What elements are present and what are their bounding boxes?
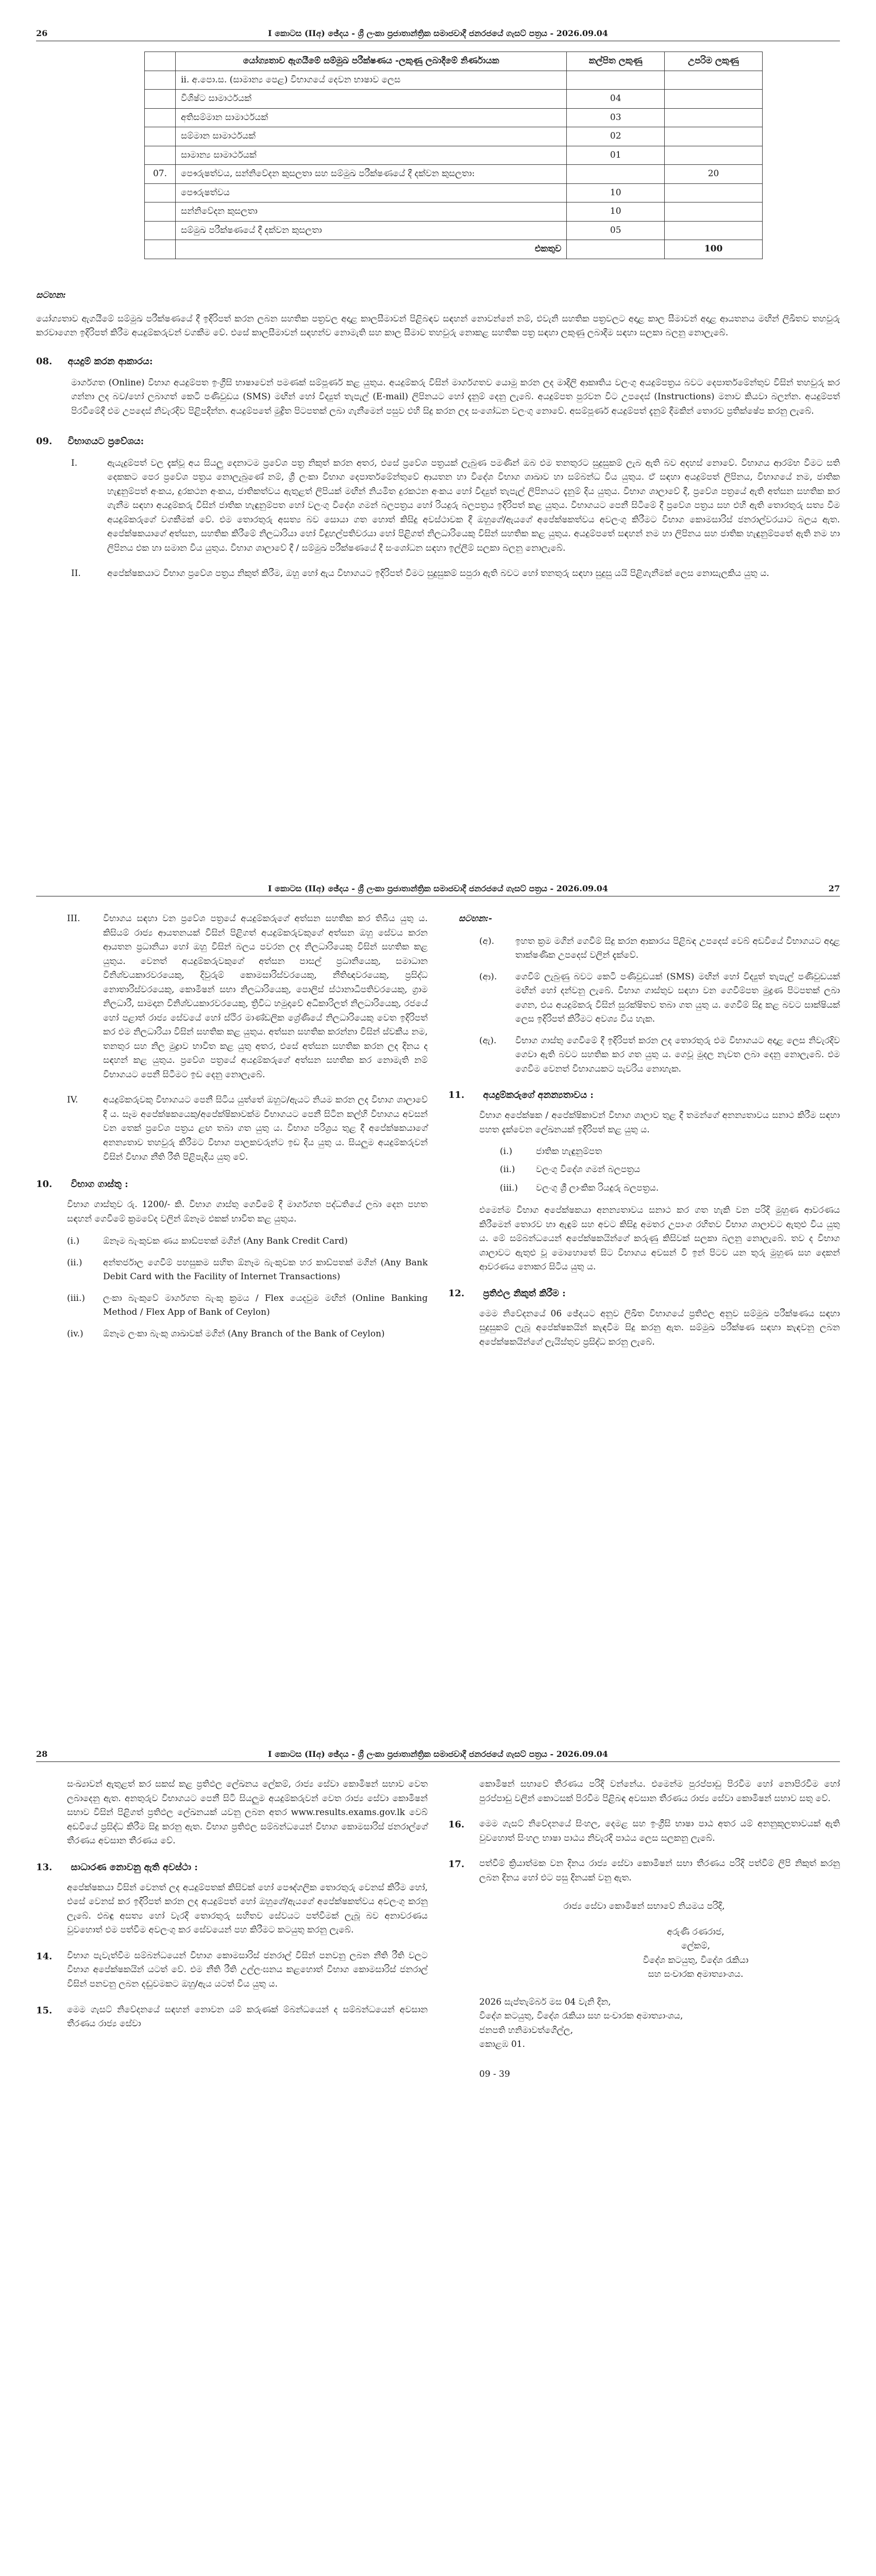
row-number <box>145 202 176 222</box>
table-row <box>145 90 763 109</box>
row-max-marks: 20 <box>665 165 763 184</box>
table-row <box>145 165 763 184</box>
table-row <box>145 221 763 240</box>
id-document-item <box>500 1145 840 1159</box>
section-text: මෙම ගැසට් නිවේදනයේ සඳහන් නොවන යම් කරුණක් ම්බන්ධයෙන් ද සම්බන්ධයෙන් අවසාන තීරණය රාජ්‍ය සේවා <box>67 2004 428 2029</box>
item-text: වලංගු විදේශ ගමන් බලපත්‍රය <box>536 1164 641 1175</box>
row-number <box>145 127 176 146</box>
row-allocated-marks: 01 <box>567 146 665 165</box>
note-item <box>479 1034 840 1077</box>
item-label: (ii.) <box>500 1164 515 1175</box>
section-number: 10. <box>36 1179 53 1190</box>
section-number: 13. <box>36 1861 53 1873</box>
section-title: විභාග ගාස්තු : <box>71 1179 128 1190</box>
payment-methods-list <box>36 1234 428 1341</box>
left-column <box>36 1777 428 2031</box>
item-text: ඕනෑම බැංකුවක ණය කාඩ්පතක් මගින් (Any Bank Credit Card) <box>103 1236 348 1247</box>
list-item <box>67 1093 428 1164</box>
id-document-item <box>500 1163 840 1177</box>
page-header-title: I කොටස (IIඅ) ඡේදය - ශ්‍රී ලංකා ප්‍රජාතාන්ත්‍රික සමාජවාදී ජනරජයේ ගැසට් පත්‍රය - 2026.09.04 <box>268 28 608 38</box>
row-number <box>145 71 176 90</box>
section-number: 14. <box>36 1951 53 1962</box>
item-label: (ඇ). <box>479 1035 497 1046</box>
row-max-marks <box>665 183 763 202</box>
note-item <box>479 970 840 1027</box>
row-number <box>145 183 176 202</box>
row-number <box>145 90 176 109</box>
item-text: අන්තර්ජාල ගෙවීම් පහසුකම සහිත ඕනෑම බැංකුවක හර කාඩ්පතක් මගින් (Any Bank Debit Card with the Facility of Internet Transactions) <box>103 1257 428 1282</box>
row-number <box>145 108 176 127</box>
order-line: රාජ්‍ය සේවා කොමිෂන් සභාවේ නියමය පරිදි, <box>563 1901 725 1912</box>
reference-number: 09 - 39 <box>479 2069 510 2079</box>
table-row <box>145 146 763 165</box>
total-value: 100 <box>665 240 763 259</box>
item-text: ඉහත ක්‍රම මගින් ගෙවීම් සිදු කරන ආකාරය පිළිබඳ උපදෙස් වෙබ් අඩවියේ විභාගයට අදාළ තාක්ෂණික උපදෙස් වලින් දැක්වේ. <box>515 936 840 961</box>
marks-table <box>144 52 763 259</box>
note-item <box>479 935 840 963</box>
col-subject-header: යෝග්‍යතාව ඇගයීමේ සම්මුඛ පරීක්ෂණය -ලකුණු ලබාදීමේ නිර්ණායක <box>175 52 566 71</box>
list-item <box>448 1817 840 1845</box>
row-allocated-marks: 02 <box>567 127 665 146</box>
item-label: (ii.) <box>67 1257 82 1268</box>
item-label: (iv.) <box>67 1328 83 1339</box>
list-item <box>36 1949 428 1992</box>
row-criterion: අතිසම්මාන සාමාර්ථයක් <box>175 108 566 127</box>
page-header <box>36 27 840 41</box>
item-text: විභාග ගාස්තු ගෙවීමේ දී ඉදිරිපත් කරන ලද තොරතුරු එම විභාගයට අදාළ ලෙස නිවැරදිව ගෙවා ඇති බවට සහතික කර ගත යුතු ය. ගෙවූ මුදල නැවත ලබා දෙනු නොලැබේ. එම ගෙවීම වෙනත් විභාගයකට පැවරිය නොහැක. <box>515 1035 840 1074</box>
section-title: අයදුම් කරන ආකාරය: <box>68 355 153 367</box>
section-text: මෙම ගැසට් නිවේදනයේ සිංහල, දෙමළ සහ ඉංග්‍රීසි භාෂා පාඨ අතර යම් අනනුකූලතාවයක් ඇති වුවහොත් සිංහල භාෂා පාඨය නිවැරදි පාඨය ලෙස සලකනු ලැබේ. <box>479 1819 840 1843</box>
row-number <box>145 146 176 165</box>
row-number <box>145 221 176 240</box>
section-text: පත්වීම් ක්‍රියාත්මක වන දිනය රාජ්‍ය සේවා කොමිෂන් සභා තීරණය පරිදි පත්වීම් ලිපි නිකුත් කරනු ලබන දිනය හෝ එට පසු දිනයක් වනු ඇත. <box>479 1858 840 1883</box>
list-item <box>36 2003 428 2031</box>
gazette-page-28 <box>0 1721 876 2576</box>
row-criterion: පෞරුෂත්වය, සන්නිවේදන කුසලතා සහ සම්මුඛ පරීක්ෂණයේ දී දක්වන කුසලතා: <box>175 165 566 184</box>
page-number: 27 <box>828 884 840 893</box>
signer-title: විදේශ කටයුතු, විදේශ රැකියා <box>643 1955 749 1965</box>
item-label: (ආ). <box>479 971 497 982</box>
item-text: අපේක්ෂකයාට විභාග ප්‍රවේශ පත්‍රය නිකුත් කිරීම, ඔහු හෝ ඇය විභාගයට ඉදිරිපත් වීමට සුදුසුකම් සපුරා ඇති බවට හෝ තනතුරු සඳහා සුදුසු යයි පිළිගැනීමක් ලෙස නොසැලකිය යුතු ය. <box>107 568 769 579</box>
item-text: ඇයැදුම්පත් වල දැක්වූ අය සියලු දෙනාටම ප්‍රවේශ පත්‍ර නිකුත් කරන අතර, එසේ ප්‍රවේශ පත්‍රයක් ලැබුණ පමණින් ඔබ එම තනතුරට සුදුසුකම් ලැබ ඇති බව අදහස් නොවේ. විභාගය ආරම්භ වීමට සති දෙකකට පෙර ප්‍රවේශ පත්‍රය නොලැබුණේ නම්, ශ්‍රී ලංකා විභාග දෙපාර්තමේන්තුවේ ආයතන හා විදේශ විභාග ශාඛාව හා සම්බන්ධ විය යුතුය. ඒ සඳහා අයදුම්පත් ලිපිනය, විභාගයේ නම, ජාතික හැඳුනුම්පත් අංකය, දුරකථන අංකය, ජාතිකත්වය ඇතුළත් ලිපියක් මඟින් නියමිත දුරකථන අංකය හෝ විද්‍යුත් තැපැල් ලිපිනයට දැනුම් දිය යුතුය. විභාග ශාලාවේ දී, ප්‍රවේශ පත්‍රයේ ඇති අත්සන සහතික කර ගැනීම සඳහා අයදුම්කරු විසින් ජාතික හැඳුනුම්පත හෝ වලංගු විදේශ ගමන් බලපත්‍රය හෝ රියදුරු බලපත්‍රය ඉදිරිපත් කළ යුතුය. විභාගයට පෙනී සිටීමේ දී ප්‍රවේශ පත්‍රය සහ එහි ඇති තොරතුරු සත්‍ය වීම අයදුම්කරුගේ වගකීමක් වේ. එම තොරතුරු අසත්‍ය බව සොයා ගත හොත් කිසිදු අවස්ථාවක දී ඔහුගේ/ඇයගේ අපේක්ෂකත්වය අවලංගු කිරීමට විභාග කොමසාරිස් ජනරාල්වරයාට බලය ඇත. අපේක්ෂකයාගේ අත්සන, සහතික කිරීමේ නිලධාරියා හෝ විදුහල්පතිවරයා හෝ පිළිගත් නිලධාරියෙකු විසින් සහතික කළ යුතුය. අයදුම්පතේ සඳහන් නම හා ලිපිනය සහ ජාතික හැඳුනුම්පතේ ඇති නම හා ලිපිනය එක හා සමාන විය යුතුය. විභාග ශාලාවේ දී / සම්මුඛ පරීක්ෂණයේ දී සංශෝධන සඳහා ඉල්ලීම් සලකා බලනු නොලැබේ. <box>107 457 840 553</box>
table-row <box>145 127 763 146</box>
table-row <box>145 108 763 127</box>
row-allocated-marks: 04 <box>567 90 665 109</box>
row-allocated-marks: 10 <box>567 183 665 202</box>
row-criterion: සන්නිවේදන කුසලතා <box>175 202 566 222</box>
page-header <box>36 1748 840 1762</box>
list-item <box>71 567 840 581</box>
section-number: 15. <box>36 2005 53 2016</box>
row-allocated-marks: 03 <box>567 108 665 127</box>
item-label: II. <box>71 568 81 579</box>
section-text: විභාග අපේක්ෂක / අපේක්ෂිකාවන් විභාග ශාලාව තුළ දී තමන්ගේ අනන්‍යතාවය සනාථ කිරීම සඳහා පහත දැක්වෙන ලේඛනයක් ඉදිරිපත් කළ යුතු ය. <box>479 1110 840 1135</box>
row-max-marks <box>665 71 763 90</box>
section-text: විභාග ගාස්තුව රු. 1200/- කි. විභාග ගාස්තු ගෙවීමේ දී මාර්ගගත පද්ධතියේ ලබා දෙන පහත සඳහන් ගෙවීමේ ක්‍රමවේද වලින් ඕනෑම එකක් භාවිත කළ යුතුය. <box>67 1199 428 1224</box>
signer-name: අරුණි රණරාජ, <box>667 1926 725 1937</box>
table-row <box>145 71 763 90</box>
section-text: මෙම නිවේදනයේ 06 ඡේදයට අනුව ලිඛිත විභාගයේ ප්‍රතිඵල අනුව සම්මුඛ පරීක්ෂණය සඳහා සුදුසුකම් ලැබූ අපේක්ෂකයින් කැඳවීම සිදු කරනු ඇත. සම්මුඛ පරීක්ෂණ සඳහා කැඳවනු ලබන අපේක්ෂකයින්ගේ ලැයිස්තුව ප්‍රසිද්ධ කරනු ලැබේ. <box>479 1308 840 1347</box>
section-number: 17. <box>448 1859 465 1870</box>
signer-title: ලේකම්, <box>681 1941 710 1952</box>
section-text: මාර්ගගත (Online) විභාග අයදුම්පත ඉංග්‍රීසි භාෂාවෙන් පමණක් සම්පූර්ණ කළ යුතුය. අයදුම්කරු විසින් මාර්ගගතව යොමු කරන ලද මාදිලි ආකෘතිය වලංගු අයදුම්පත්‍රය බවට දෙපාර්තමේන්තුව විසින් තහවුරු කර ගන්නා ලද බව/හෝ ලබාගත් කෙටි පණිවුඩය (SMS) මඟින් හෝ විද්‍යුත් තැපැල් (E-mail) ලිපිනයට හෝ දැනුම් දෙනු ලැබේ. අයදුම්පත පුරවන විට උපදෙස් (Instructions) මනාව කියවා බලන්න. අයදුම්පත් පිරවීමේදී එම උපදෙස් නිවැරදිව පිළිපදින්න. අයදුම්පතේ මුද්‍රිත පිටපතක් ලබා ගැනීමෙන් පසුව එහි සිදු කරන ලද සංශෝධන වලංගු නොවේ. අසම්පූර්ණ අයදුම්පත් දැනුම් දීමකින් තොරව ප්‍රතික්ෂේප කරනු ලැබේ. <box>71 377 840 416</box>
row-max-marks <box>665 202 763 222</box>
page-number: 26 <box>36 28 48 38</box>
signature-block <box>448 1925 840 1982</box>
item-text: ගෙවීම් ලැබුණු බවට කෙටි පණිවුඩයක් (SMS) මඟින් හෝ විද්‍යුත් තැපැල් පණිවුඩයක් මඟින් හෝ දන්වනු ලැබේ. විභාග ගාස්තුව සඳහා වන ගෙවීම්පත මුද්‍රණ පිටපතක් ලබා ගෙන, එය අයදුම්කරු විසින් සුරක්ෂිතව තබා ගත යුතු ය. ගෙවීම් සිදු කළ බවට සාක්ෂියක් ලෙස ඉදිරිපත් කිරීමට අවශ්‍ය විය හැක. <box>515 971 840 1025</box>
gazette-page-27 <box>0 855 876 1721</box>
item-text: ජාතික හැඳුනුම්පත <box>536 1146 602 1157</box>
gazette-page-26 <box>0 0 876 855</box>
row-max-marks <box>665 146 763 165</box>
list-item <box>67 912 428 1082</box>
payment-method-item <box>67 1327 428 1342</box>
row-criterion: පෞරුෂත්වය <box>175 183 566 202</box>
right-column <box>448 1777 840 2082</box>
row-allocated-marks: 10 <box>567 202 665 222</box>
right-column <box>448 912 840 1350</box>
address-line: ජනපති හනිමාවත්ගෙිල්ල, <box>479 2025 574 2036</box>
row-criterion: ii. අ.පො.ස. (සාමාන්‍ය පෙළ) විභාගයේ දෙවන භාෂාව ලෙස <box>175 71 566 90</box>
row-allocated-marks <box>567 71 665 90</box>
continued-text: සංඛ්‍යාවන් ඇතුළත් කර සකස් කළ ප්‍රතිඵල ලේඛනය ලේකම්, රාජ්‍ය සේවා කොමිෂන් සභාව වෙත ලබාදෙනු ඇත. අනතුරුව විභාගයට පෙනී සිටි සියලුම අයදුම්කරුවන් වෙත රාජ්‍ය සේවා කොමිෂන් සභාව විසින් පිළිගත් ප්‍රතිඵල ලේඛනයක් යවනු ලබන අතර www.results.exams.gov.lk වෙබ් අඩවියේ ප්‍රසිද්ධ කිරීම සිදු කරනු ඇත. විභාග ප්‍රතිඵල සම්බන්ධයෙන් විභාග කොමසාරිස් ජනරාල්ගේ තීරණය අවසාන තීරණය වේ. <box>67 1779 428 1846</box>
payment-method-item <box>67 1256 428 1284</box>
item-label: (i.) <box>67 1236 80 1247</box>
list-item <box>71 456 840 556</box>
section-number: 08. <box>36 355 53 367</box>
date-line: 2026 සැප්තැම්බර් මස 04 වැනි දින, <box>479 1996 611 2007</box>
table-row <box>145 183 763 202</box>
section-text: විභාග පැවැත්වීම සම්බන්ධයෙන් විභාග කොමසාරිස් ජනරාල් විසින් පනවනු ලබන නීති රීති වලට විභාග අපේක්ෂකයින් යටත් වේ. එම නීති රීති උල්ලංඝනය කළහොත් විභාග කොමසාරිස් ජනරාල් විසින් පනවනු ලබන දඬුවමකට ඔහු/ඇය යටත් විය යුතු ය. <box>67 1950 428 1989</box>
row-number: 07. <box>145 165 176 184</box>
row-max-marks <box>665 127 763 146</box>
row-criterion: විශිෂ්ට සාමාර්ථයක් <box>175 90 566 109</box>
item-label: I. <box>71 457 78 468</box>
item-text: අයදුම්කරුවකු විභාගයට පෙනී සිටිය යුත්තේ ඔහුට/ඇයට නියම කරන ලද විභාග ශාලාවේ දී ය. සෑම අපේක්ෂකයෙකු/අපේක්ෂිකාවක්ම විභාගයට පෙනී සිටින කල්හි විභාගය අවසන් වන තෙක් ප්‍රවේශ පත්‍රය ළඟ තබා ගත යුතු ය. විභාග පරිශ්‍රය තුළ දී අපේක්ෂකයාගේ අනන්‍යතාව තහවුරු කිරීමට විභාග පාලකවරුන්ට ඉඩ දිය යුතු ය. සියලුම අයදුම්කරුවන් විසින් විභාග නීති රීති පිළිපැදිය යුතු වේ. <box>103 1095 428 1162</box>
address-line: විදේශ කටයුතු, විදේශ රැකියා සහ සංචාරක අමාත්‍යාංශය, <box>479 2011 683 2022</box>
item-label: (i.) <box>500 1146 513 1157</box>
col-no-header <box>145 52 176 71</box>
address-line: කොළඹ 01. <box>479 2039 525 2050</box>
section-number: 12. <box>448 1287 465 1299</box>
item-label: (අ). <box>479 936 495 946</box>
page-header-title: I කොටස (IIඅ) ඡේදය - ශ්‍රී ලංකා ප්‍රජාතාන්ත්‍රික සමාජවාදී ජනරජයේ ගැසට් පත්‍රය - 2026.09.04 <box>268 1749 608 1759</box>
item-text: ඕනෑම ලංකා බැංකු ශාඛාවක් මගින් (Any Branch of the Bank of Ceylon) <box>103 1328 385 1339</box>
section-title: අයදුම්කරුගේ අනන්‍යතාවය : <box>483 1090 594 1101</box>
section-number: 16. <box>448 1819 465 1831</box>
section-title: සාධාරණ නොවනු ඇති අවස්ථා : <box>71 1861 198 1873</box>
payment-method-item <box>67 1234 428 1249</box>
row-max-marks <box>665 90 763 109</box>
item-text: වලංගු ශ්‍රී ලාංකික රියදුරු බලපත්‍රය. <box>536 1182 659 1193</box>
row-allocated-marks <box>567 165 665 184</box>
row-criterion: සම්මුඛ පරීක්ෂණයේ දී දක්වන කුසලතා <box>175 221 566 240</box>
row-criterion: සම්මාන සාමාර්ථයක් <box>175 127 566 146</box>
item-text: විභාගය සඳහා වන ප්‍රවේශ පත්‍රයේ අයදුම්කරුගේ අත්සන සහතික කර තිබිය යුතු ය. කිසියම් රාජ්‍ය ආයතනයක් විසින් පිළිගත් අයදුම්කරුවකුගේ අත්සන ඔහු සේවය කරන ආයතන ප්‍රධානියා හෝ ඔහු විසින් බලය පවරන ලද නිලධාරියෙකු විසින් සහතික කළ යුතුය. වෙනත් අයදුම්කරුවකුගේ අත්සන පාසල් ප්‍රධානියෙකු, සමාධාන විනිශ්චයකාරවරයෙකු, දිවුරුම් කොමසාරිස්වරයෙකු, නීතිඥවරයෙකු, ප්‍රසිද්ධ නොතාරිස්වරයෙකු, කොමිෂන් සභා නිලධාරියෙකු, පොලිස් ස්ථානාධිපතිවරයෙකු, ග්‍රාම නිලධාරී, සාමදාන විනිශ්චයකාරවරයෙකු, ත්‍රිවිධ හමුදාවේ අධිකාරිලත් නිලධාරියෙකු, රජයේ හෝ පළාත් රාජ්‍ය සේවයේ හෝ ස්ථිර මාණ්ඩලික ශ්‍රේණියේ නිලධාරියෙකු වෙත ඉදිරිපත් කර එම නිලධාරියා විසින් සහතික කළ යුතුය. අත්සන සහතික කරන්නා විසින් ස්වකීය නම, තනතුර සහ නිල මුද්‍රාව භාවිත කළ යුතු අතර, එසේ අත්සන සහතික කරන ලද දිනය ද සඳහන් කළ යුතුය. ප්‍රවේශ පත්‍රයේ අයදුම්කරුගේ අත්සන සහතික කර නොමැති නම් විභාගයට පෙනී සිටීමට ඉඩ දෙනු නොලැබේ. <box>103 913 428 1080</box>
page-header <box>36 882 840 896</box>
list-item <box>448 1857 840 1885</box>
page-header-title: I කොටස (IIඅ) ඡේදය - ශ්‍රී ලංකා ප්‍රජාතාන්ත්‍රික සමාජවාදී ජනරජයේ ගැසට් පත්‍රය - 2026.09.04 <box>268 884 608 893</box>
note-heading: සටහන:- <box>459 913 492 924</box>
id-document-item <box>500 1181 840 1196</box>
notes-list <box>448 935 840 1077</box>
item-label: (iii.) <box>67 1293 85 1303</box>
section-title: ප්‍රතිඵල නිකුත් කිරීම : <box>483 1287 566 1299</box>
section-text: අපේක්ෂකයා විසින් වෙනත් ලද අයදුම්පතක් කිසිවක් හෝ පෞද්ගලික තොරතුරු වෙනස් කිරීම හෝ, එසේ වෙනස් කර ඉදිරිපත් කරන ලද අයදුම්පත් හෝ ඔහුගේ/ඇයගේ අපේක්ෂකත්වය අවලංගු කරනු ලැබේ. එබඳු අසත්‍ය හෝ වැරදි තොරතුරු සහිතව සේවයට පත්වීමක් ලැබූ බව අනාවරණය වුවහොත් එම පත්වීම අවලංගු කර සේවයෙන් පහ කිරීමට කටයුතු කරනු ලැබේ. <box>67 1882 428 1936</box>
row-criterion: සාමාන්‍ය සාමාර්ථයක් <box>175 146 566 165</box>
note-heading: සටහන: <box>36 290 66 300</box>
page-number: 28 <box>36 1749 48 1759</box>
payment-method-item <box>67 1292 428 1320</box>
item-label: III. <box>67 913 80 924</box>
item-label: (iii.) <box>500 1182 518 1193</box>
note-text: යෝග්‍යතාව ඇගයීමේ සම්මුඛ පරීක්ෂණයේ දී ඉදිරිපත් කරන ලබන සහතික පත්‍රවල අදාළ කාලසීමාවන් පිළිබඳව සඳහන් නොවන්නේ නම්, එවැනි සහතික පත්‍රවලට අදාළ කාල සීමාවන් අදාළ ආයතනය මඟින් ලිඛිතව තහවුරු කරවාගෙන ඉදිරිපත් කිරීම අයදුම්කරුවන් වගකීම වේ. එසේ කාලසීමාවන් සඳහන්ව නොමැති සහ කාල සීමාව තහවුරු නොකළ සහතික පත්‍ර සඳහා ලකුණු ලබාදීම සඳහා සලකා බලනු නොලැබේ. <box>36 313 840 338</box>
row-max-marks <box>665 108 763 127</box>
section-title: විභාගයට ප්‍රවේශය: <box>68 436 144 447</box>
left-column <box>36 912 428 1348</box>
table-row <box>145 202 763 222</box>
item-text: ලංකා බැංකුවේ මාර්ගගත බැංකු ක්‍රමය / Flex යෙදවුම මඟින් (Online Banking Method / Flex App of Bank of Ceylon) <box>103 1293 428 1318</box>
row-allocated-marks: 05 <box>567 221 665 240</box>
section-text: එමෙන්ම විභාග අපේක්ෂකයා අනන්‍යතාවය සනාථ කර ගත හැකි වන පරිදි මුහුණ ආවරණය කිරීමෙන් තොරව හා ඇඳුම් සහ අවට කිසිදු අමතර උපාංග රහිතව විභාග ශාලාවට ඇතුළු විය යුතු ය. මේ සම්බන්ධයෙන් අපේක්ෂකයින්ගේ කරුණු කිසිවක් සලකා බලනු නොලැබේ. තව ද විභාග ශාලාවට ඇතුළු වූ මොහොතේ සිට විභාගය අවසන් වී ඉන් පිටව යන තුරු මුහුණ සහ දෙකන් ආවරණය නොකර සිටිය යුතු ය. <box>479 1205 840 1273</box>
section-number: 09. <box>36 436 53 447</box>
continued-text: කොමිෂන් සභාවේ තීරණය පරිදි වන්නේය. එමෙන්ම පුරප්පාඩු පිරවීම හෝ නොපිරවීම හෝ පුරප්පාඩු වලින් කොටසක් පිරවීම පිළිබඳ අවසාන තීරණය රාජ්‍ය සේවා කොමිෂන් සභාව සතු වේ. <box>479 1779 840 1804</box>
address-block <box>448 1995 840 2052</box>
total-label: එකතුව <box>175 240 566 259</box>
id-documents-list <box>448 1145 840 1196</box>
row-max-marks <box>665 221 763 240</box>
signer-title: සහ සංචාරක අමාත්‍යාංශය. <box>648 1969 744 1980</box>
col-max-header: උපරිම ලකුණු <box>665 52 763 71</box>
item-label: IV. <box>67 1095 78 1106</box>
section-number: 11. <box>448 1090 465 1101</box>
col-allocated-header: කල්පිත ලකුණු <box>567 52 665 71</box>
